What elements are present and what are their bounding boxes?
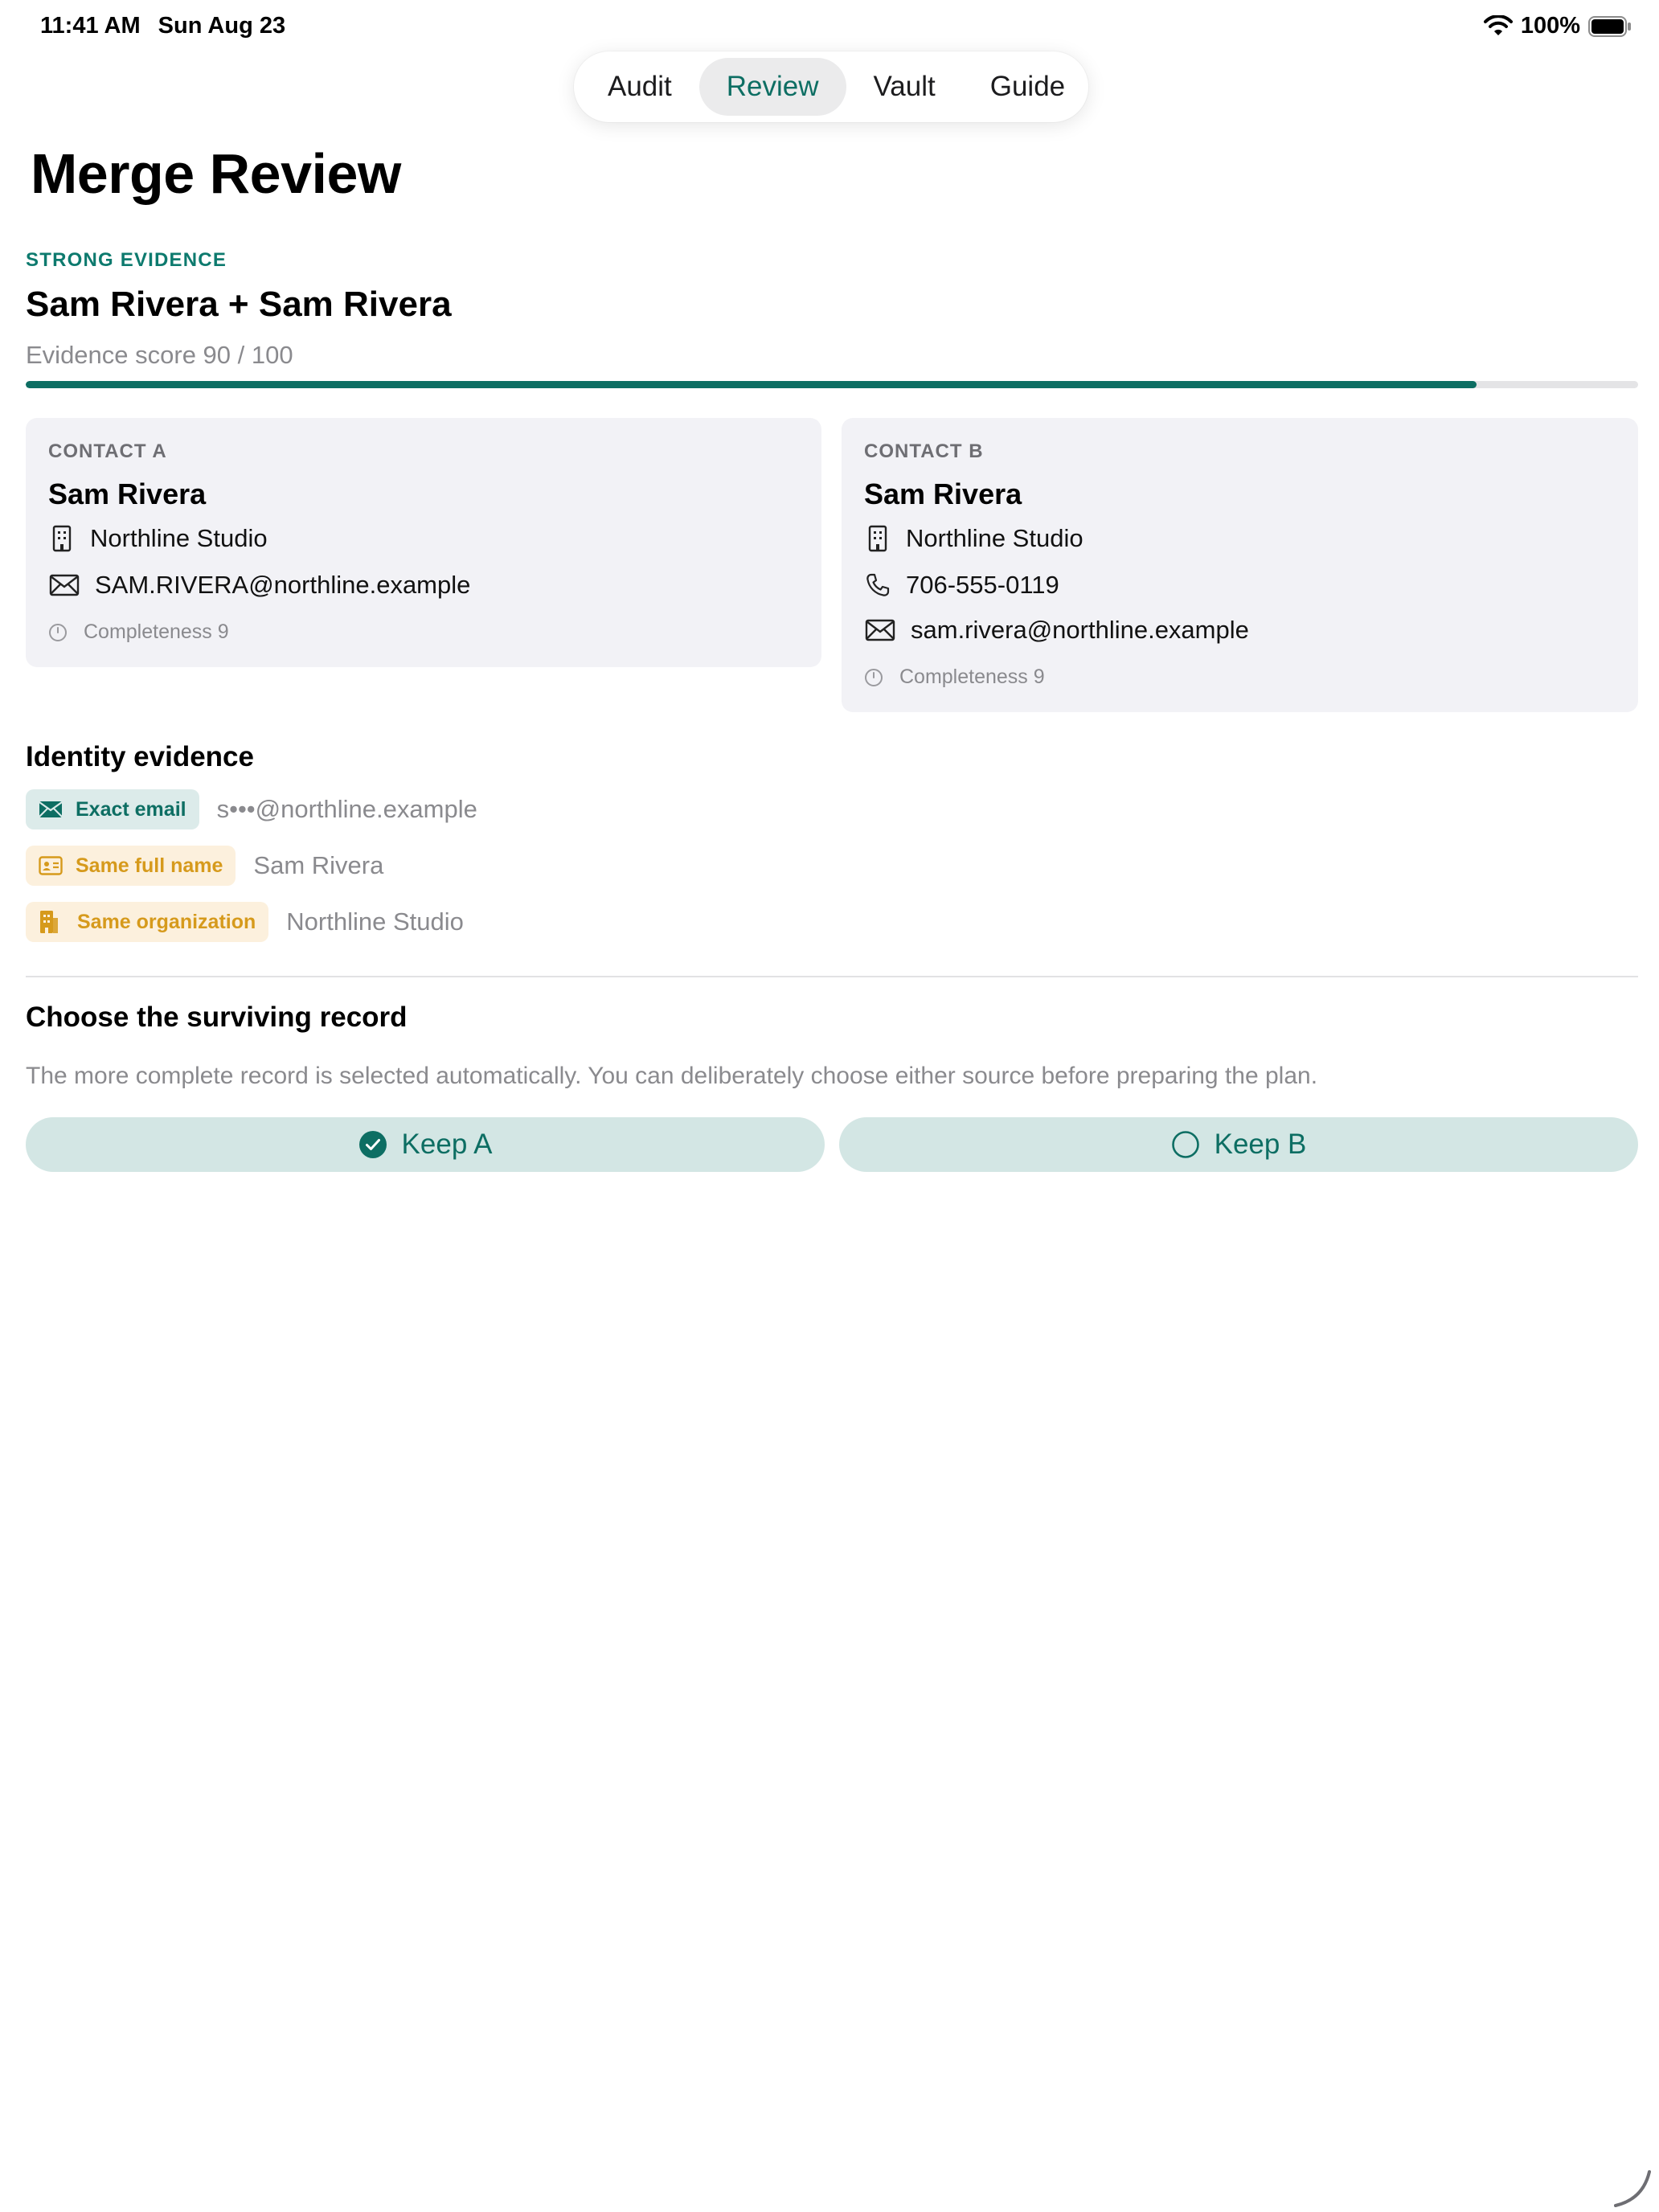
evidence-row-email xyxy=(26,789,477,830)
building-icon xyxy=(48,525,76,552)
evidence-row-organization xyxy=(26,902,464,942)
battery-icon xyxy=(1588,16,1632,37)
tab-review[interactable]: Review xyxy=(699,58,846,116)
contact-a-completeness-row xyxy=(48,621,229,644)
envelope-icon xyxy=(39,797,63,821)
section-divider xyxy=(26,976,1638,977)
evidence-score-bar xyxy=(26,381,1638,388)
contact-a-organization-row xyxy=(48,524,268,553)
surviving-record-title: Choose the surviving record xyxy=(26,1002,408,1033)
identity-evidence-title: Identity evidence xyxy=(26,741,254,772)
envelope-icon xyxy=(864,616,896,644)
contact-b-organization: Northline Studio xyxy=(906,524,1083,552)
checkmark-circle-icon xyxy=(358,1130,387,1159)
tab-guide[interactable]: Guide xyxy=(989,71,1066,102)
status-bar xyxy=(0,0,1659,51)
resize-handle-icon[interactable] xyxy=(1611,2167,1653,2209)
contact-a-email-row xyxy=(48,571,470,600)
evidence-chip-same-full-name xyxy=(26,846,236,886)
evidence-chip-same-organization xyxy=(26,902,268,942)
tab-audit[interactable]: Audit xyxy=(608,71,672,102)
contact-b-organization-row xyxy=(864,524,1083,553)
page-title: Merge Review xyxy=(31,142,401,205)
contact-b-card[interactable] xyxy=(842,418,1638,712)
status-time: 11:41 AM xyxy=(40,13,141,39)
contact-b-name: Sam Rivera xyxy=(864,477,1022,510)
evidence-value: s•••@northline.example xyxy=(216,795,477,823)
pair-title: Sam Rivera + Sam Rivera xyxy=(26,285,452,324)
envelope-icon xyxy=(48,571,80,599)
phone-icon xyxy=(864,571,891,599)
contact-b-completeness-row xyxy=(864,666,1045,689)
evidence-label: Same full name xyxy=(76,854,223,877)
contact-b-email-row xyxy=(864,616,1249,645)
empty-circle-icon xyxy=(1171,1130,1200,1159)
keep-a-label: Keep A xyxy=(401,1129,493,1160)
building-icon xyxy=(39,910,59,934)
status-time-date xyxy=(40,13,285,39)
id-card-icon xyxy=(39,854,63,878)
contact-b-phone: 706-555-0119 xyxy=(906,571,1059,599)
evidence-strength-label: STRONG EVIDENCE xyxy=(26,249,227,271)
contact-b-label: CONTACT B xyxy=(864,440,984,462)
top-tab-bar xyxy=(574,51,1088,122)
building-icon xyxy=(864,525,891,552)
surviving-record-description: The more complete record is selected automatically. You can deliberately choose either source before preparing the plan. xyxy=(26,1063,1318,1089)
evidence-score-text: Evidence score 90 / 100 xyxy=(26,341,293,369)
contact-b-phone-row xyxy=(864,571,1059,600)
wifi-icon xyxy=(1484,15,1513,38)
evidence-value: Northline Studio xyxy=(286,907,464,936)
evidence-label: Same organization xyxy=(77,910,256,933)
keep-b-button[interactable] xyxy=(839,1117,1638,1172)
battery-percent: 100% xyxy=(1520,13,1580,39)
contact-b-email: sam.rivera@northline.example xyxy=(911,616,1249,644)
contact-b-completeness: Completeness 9 xyxy=(899,666,1045,688)
gauge-icon xyxy=(48,623,68,642)
evidence-chip-exact-email xyxy=(26,789,199,830)
contact-a-card[interactable] xyxy=(26,418,821,667)
contact-a-organization: Northline Studio xyxy=(90,524,268,552)
evidence-label: Exact email xyxy=(76,797,186,821)
evidence-row-full-name xyxy=(26,846,383,886)
contact-a-completeness: Completeness 9 xyxy=(84,621,229,643)
contact-a-label: CONTACT A xyxy=(48,440,167,462)
evidence-value: Sam Rivera xyxy=(253,851,384,879)
gauge-icon xyxy=(864,668,883,687)
tab-vault[interactable]: Vault xyxy=(873,71,936,102)
keep-a-button[interactable] xyxy=(26,1117,825,1172)
contact-a-email: SAM.RIVERA@northline.example xyxy=(95,571,471,599)
status-indicators xyxy=(1484,13,1632,39)
status-date: Sun Aug 23 xyxy=(158,13,286,39)
keep-b-label: Keep B xyxy=(1214,1129,1307,1160)
contact-a-name: Sam Rivera xyxy=(48,477,207,510)
evidence-score-fill xyxy=(26,381,1477,388)
